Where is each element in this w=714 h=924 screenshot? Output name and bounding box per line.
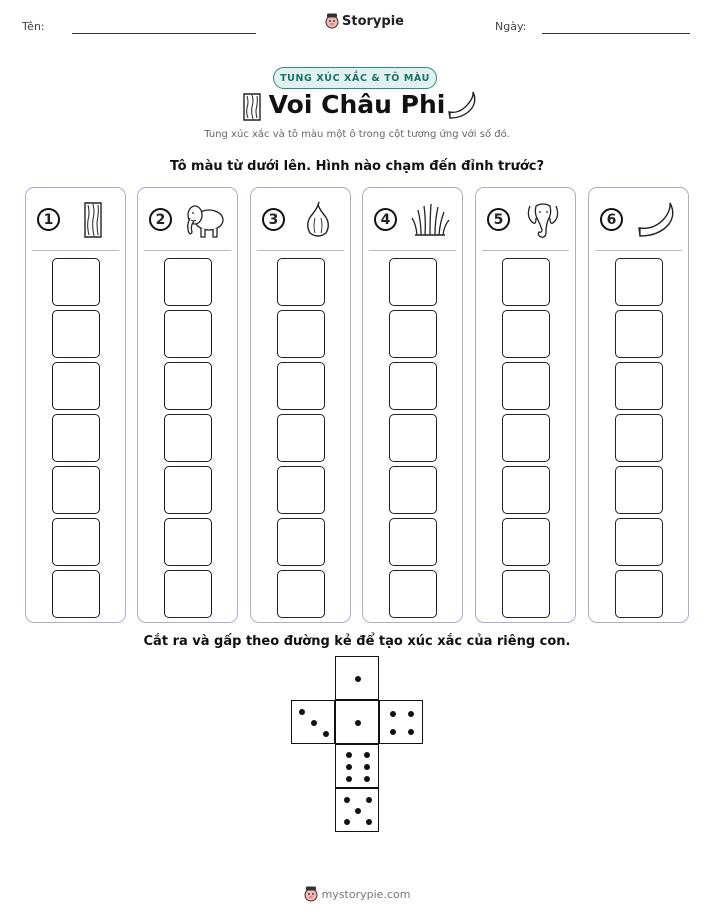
die-pip (364, 776, 370, 782)
die-face-4 (379, 700, 423, 744)
color-box[interactable] (502, 414, 550, 462)
column-header (138, 200, 237, 242)
color-box[interactable] (52, 466, 100, 514)
color-box[interactable] (52, 518, 100, 566)
color-box[interactable] (615, 414, 663, 462)
color-box[interactable] (502, 466, 550, 514)
column-number: 5 (487, 208, 510, 231)
page-title: Voi Châu Phi (268, 90, 446, 119)
color-box[interactable] (389, 310, 437, 358)
die-face-1 (335, 700, 379, 744)
brand-logo (325, 13, 404, 29)
die-pip (366, 819, 372, 825)
color-box[interactable] (502, 258, 550, 306)
color-box[interactable] (389, 466, 437, 514)
color-box[interactable] (164, 414, 212, 462)
color-box[interactable] (389, 258, 437, 306)
color-box[interactable] (277, 570, 325, 618)
color-box[interactable] (615, 466, 663, 514)
color-box[interactable] (389, 570, 437, 618)
column-3 (250, 187, 351, 623)
die-face-6 (335, 744, 379, 788)
color-box[interactable] (389, 414, 437, 462)
name-label: Tên: (22, 20, 45, 33)
tusk-icon (446, 90, 478, 120)
column-divider (144, 250, 231, 251)
color-box[interactable] (615, 258, 663, 306)
die-pip (344, 819, 350, 825)
pig-mascot-icon (325, 13, 339, 29)
column-number: 6 (600, 208, 623, 231)
grass-icon (407, 200, 453, 240)
die-pip (390, 711, 396, 717)
column-header (26, 200, 125, 242)
color-box[interactable] (164, 258, 212, 306)
fig-fruit-icon (295, 200, 341, 240)
color-box[interactable] (164, 570, 212, 618)
color-box[interactable] (502, 570, 550, 618)
color-box[interactable] (389, 362, 437, 410)
activity-badge: TUNG XÚC XẮC & TÔ MÀU (273, 67, 437, 89)
die-pip (390, 729, 396, 735)
die-pip (366, 797, 372, 803)
die-pip (364, 752, 370, 758)
pig-mascot-icon (304, 886, 318, 902)
die-pip (355, 676, 361, 682)
elephant-trunk-icon (520, 200, 566, 240)
color-box[interactable] (52, 258, 100, 306)
color-box[interactable] (52, 414, 100, 462)
die-pip (346, 752, 352, 758)
color-box[interactable] (615, 518, 663, 566)
die-pip (299, 709, 305, 715)
instruction-bottom: Cắt ra và gấp theo đường kẻ để tạo xúc xắc của riêng con. (143, 634, 571, 649)
tusk-icon (633, 200, 679, 240)
color-box[interactable] (502, 518, 550, 566)
die-pip (408, 729, 414, 735)
die-face-3 (291, 700, 335, 744)
footer-url: mystorypie.com (321, 887, 411, 901)
color-box[interactable] (277, 414, 325, 462)
column-5 (475, 187, 576, 623)
die-face-1 (335, 656, 379, 700)
color-box[interactable] (277, 466, 325, 514)
color-box[interactable] (502, 362, 550, 410)
color-box[interactable] (615, 570, 663, 618)
column-header (476, 200, 575, 242)
column-header (251, 200, 350, 242)
column-4 (362, 187, 463, 623)
column-divider (257, 250, 344, 251)
name-line[interactable] (72, 33, 256, 34)
page-subtitle: Tung xúc xắc và tô màu một ô trong cột tương ứng với số đó. (204, 129, 510, 140)
color-box[interactable] (52, 310, 100, 358)
color-box[interactable] (164, 466, 212, 514)
color-box[interactable] (52, 570, 100, 618)
column-divider (32, 250, 119, 251)
date-line[interactable] (542, 33, 690, 34)
instruction-top: Tô màu từ dưới lên. Hình nào chạm đến đỉnh trước? (169, 159, 545, 174)
die-pip (364, 764, 370, 770)
color-box[interactable] (389, 518, 437, 566)
color-box[interactable] (277, 258, 325, 306)
color-box[interactable] (615, 310, 663, 358)
color-box[interactable] (52, 362, 100, 410)
column-divider (595, 250, 682, 251)
die-pip (346, 764, 352, 770)
color-box[interactable] (277, 362, 325, 410)
column-1 (25, 187, 126, 623)
column-6 (588, 187, 689, 623)
die-pip (323, 731, 329, 737)
column-number: 1 (37, 208, 60, 231)
column-number: 3 (262, 208, 285, 231)
column-header (589, 200, 688, 242)
color-box[interactable] (615, 362, 663, 410)
color-box[interactable] (502, 310, 550, 358)
die-pip (408, 711, 414, 717)
column-2 (137, 187, 238, 623)
die-pip (355, 808, 361, 814)
die-face-5 (335, 788, 379, 832)
color-box[interactable] (164, 310, 212, 358)
column-number: 4 (374, 208, 397, 231)
color-box[interactable] (277, 518, 325, 566)
color-box[interactable] (277, 310, 325, 358)
column-number: 2 (149, 208, 172, 231)
die-pip (344, 797, 350, 803)
footer (0, 886, 714, 902)
column-divider (369, 250, 456, 251)
die-pip (311, 720, 317, 726)
die-pip (355, 720, 361, 726)
brand-name: Storypie (342, 13, 404, 29)
elephant-icon (182, 200, 228, 240)
column-header (363, 200, 462, 242)
column-divider (482, 250, 569, 251)
tree-bark-icon (70, 200, 116, 240)
die-pip (346, 776, 352, 782)
date-label: Ngày: (495, 20, 527, 33)
color-box[interactable] (164, 518, 212, 566)
color-box[interactable] (164, 362, 212, 410)
